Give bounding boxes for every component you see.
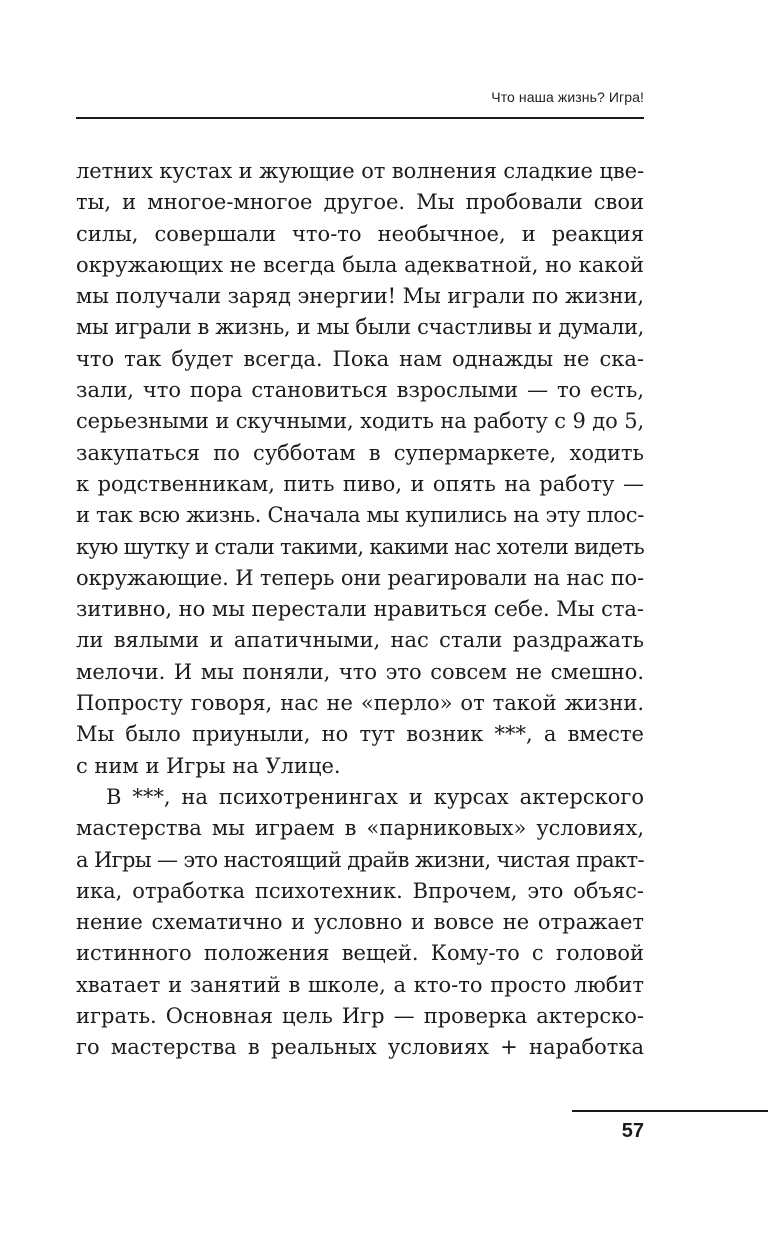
text-line: летних кустах и жующие от волнения сладкие цве- [76, 159, 644, 183]
text-line: мелочи. И мы поняли, что это совсем не смешно. [76, 659, 644, 684]
body-text [76, 156, 644, 1064]
paragraph-2 [76, 782, 644, 1064]
text-line: закупаться по субботам в супермаркете, ходить [76, 440, 644, 465]
page-number: 57 [621, 1120, 644, 1142]
text-line: зитивно, но мы перестали нравиться себе. Мы ста- [76, 597, 644, 622]
text-line: ика, отработка психотехник. Впрочем, это объяс- [76, 878, 644, 903]
header-rule [76, 117, 644, 119]
text-line: силы, совершали что-то необычное, и реакция [76, 221, 644, 246]
running-head: Что наша жизнь? Игра! [491, 89, 644, 105]
text-line: мы играли в жизнь, и мы были счастливы и думали, [76, 315, 644, 340]
footer-rule [572, 1110, 768, 1112]
text-line: ли вялыми и апатичными, нас стали раздражать [76, 628, 644, 653]
text-line: мастерства мы играем в «парниковых» условиях, [76, 816, 644, 841]
text-line: хватает и занятий в школе, а кто-то просто любит [76, 972, 644, 997]
text-line: а Игры — это настоящий драйв жизни, чистая практ- [76, 847, 644, 872]
text-line: играть. Основная цель Игр — проверка актерско- [76, 1004, 644, 1029]
text-line: нение схематично и условно и вовсе не отражает [76, 910, 644, 935]
text-line: к родственникам, пить пиво, и опять на работу — [76, 471, 644, 496]
text-line: что так будет всегда. Пока нам однажды не ска- [76, 346, 644, 371]
paragraph-1 [76, 156, 644, 782]
text-line: Попросту говоря, нас не «перло» от такой жизни. [76, 691, 644, 716]
text-line: истинного положения вещей. Кому-то с головой [76, 941, 644, 966]
text-line: зали, что пора становиться взрослыми — то есть, [76, 378, 644, 403]
text-line: ты, и многое-многое другое. Мы пробовали свои [76, 190, 644, 215]
text-line: и так всю жизнь. Сначала мы купились на эту плос- [76, 503, 644, 528]
text-line: кую шутку и стали такими, какими нас хотели видеть [76, 534, 644, 559]
text-line: Мы было приуныли, но тут возник ***, а вместе [76, 722, 644, 747]
text-line: окружающие. И теперь они реагировали на нас по- [76, 565, 644, 590]
text-line: окружающих не всегда была адекватной, но какой [76, 252, 644, 277]
text-line: с ним и Игры на Улице. [76, 753, 341, 778]
text-line: серьезными и скучными, ходить на работу с 9 до 5, [76, 409, 644, 434]
text-line: В ***, на психотренингах и курсах актерского [106, 784, 644, 809]
text-line: го мастерства в реальных условиях + наработка [76, 1035, 644, 1060]
text-line: мы получали заряд энергии! Мы играли по жизни, [76, 284, 644, 309]
